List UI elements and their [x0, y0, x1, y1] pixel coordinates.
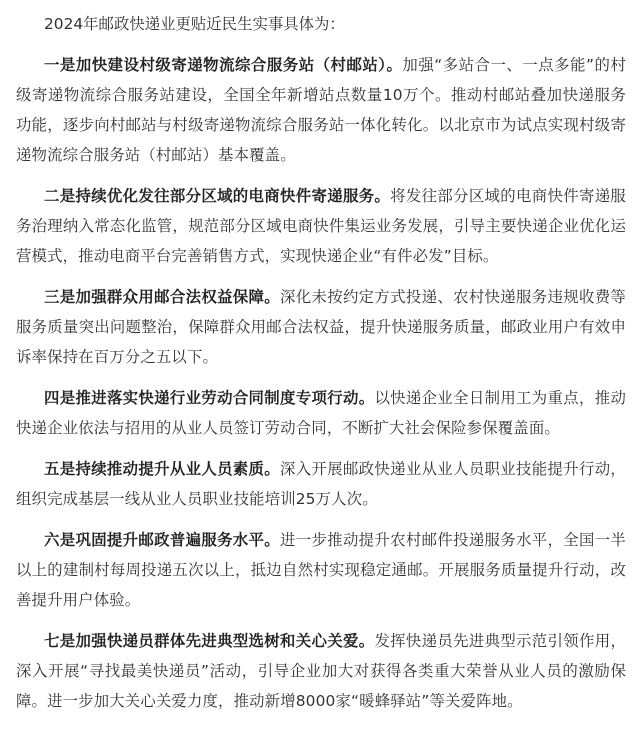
item-paragraph-3 [16, 282, 626, 372]
item-paragraph-4 [16, 383, 626, 443]
item-heading-5: 五是持续推动提升从业人员素质。 [44, 460, 281, 478]
item-heading-2: 二是持续优化发往部分区域的电商快件寄递服务。 [44, 187, 391, 205]
item-body-6: 进一步推动提升农村邮件投递服务水平，全国一半以上的建制村每周投递五次以上，抵边自然村实现稳定通邮。开展服务质量提升行动，改善提升用户体验。 [16, 531, 626, 609]
item-paragraph-6 [16, 525, 626, 615]
item-paragraph-7 [16, 626, 626, 716]
item-body-2: 将发往部分区域的电商快件寄递服务治理纳入常态化监管，规范部分区域电商快件集运业务发展，引导主要快递企业优化运营模式，推动电商平台完善销售方式，实现快递企业“有件必发”目标。 [16, 187, 626, 265]
item-paragraph-2 [16, 181, 626, 271]
item-heading-3: 三是加强群众用邮合法权益保障。 [44, 288, 281, 306]
item-body-7: 发挥快递员先进典型示范引领作用，深入开展“寻找最美快递员”活动，引导企业加大对获得各类重大荣誉从业人员的激励保障。进一步加大关心关爱力度，推动新增8000家“暖蜂驿站”等关爱阵地。 [16, 632, 626, 710]
item-paragraph-5 [16, 454, 626, 514]
item-body-5: 深入开展邮政快递业从业人员职业技能提升行动，组织完成基层一线从业人员职业技能培训25万人次。 [16, 460, 626, 508]
item-paragraph-1 [16, 50, 626, 170]
item-body-1: 加强“多站合一、一点多能”的村级寄递物流综合服务站建设，全国全年新增站点数量10万个。推动村邮站叠加快递服务功能，逐步向村邮站与村级寄递物流综合服务站一体化转化。以北京市为试点实现村级寄递物流综合服务站（村邮站）基本覆盖。 [16, 56, 626, 164]
item-body-4: 以快递企业全日制用工为重点，推动快递企业依法与招用的从业人员签订劳动合同，不断扩大社会保险参保覆盖面。 [16, 389, 626, 437]
item-heading-4: 四是推进落实快递行业劳动合同制度专项行动。 [44, 389, 375, 407]
item-heading-1: 一是加快建设村级寄递物流综合服务站（村邮站）。 [44, 56, 403, 74]
intro-text: 2024年邮政快递业更贴近民生实事具体为： [44, 15, 345, 33]
item-body-3: 深化未按约定方式投递、农村快递服务违规收费等服务质量突出问题整治，保障群众用邮合法权益，提升快递服务质量，邮政业用户有效申诉率保持在百万分之五以下。 [16, 288, 626, 366]
item-heading-6: 六是巩固提升邮政普遍服务水平。 [44, 531, 281, 549]
item-heading-7: 七是加强快递员群体先进典型选树和关心关爱。 [44, 632, 375, 650]
